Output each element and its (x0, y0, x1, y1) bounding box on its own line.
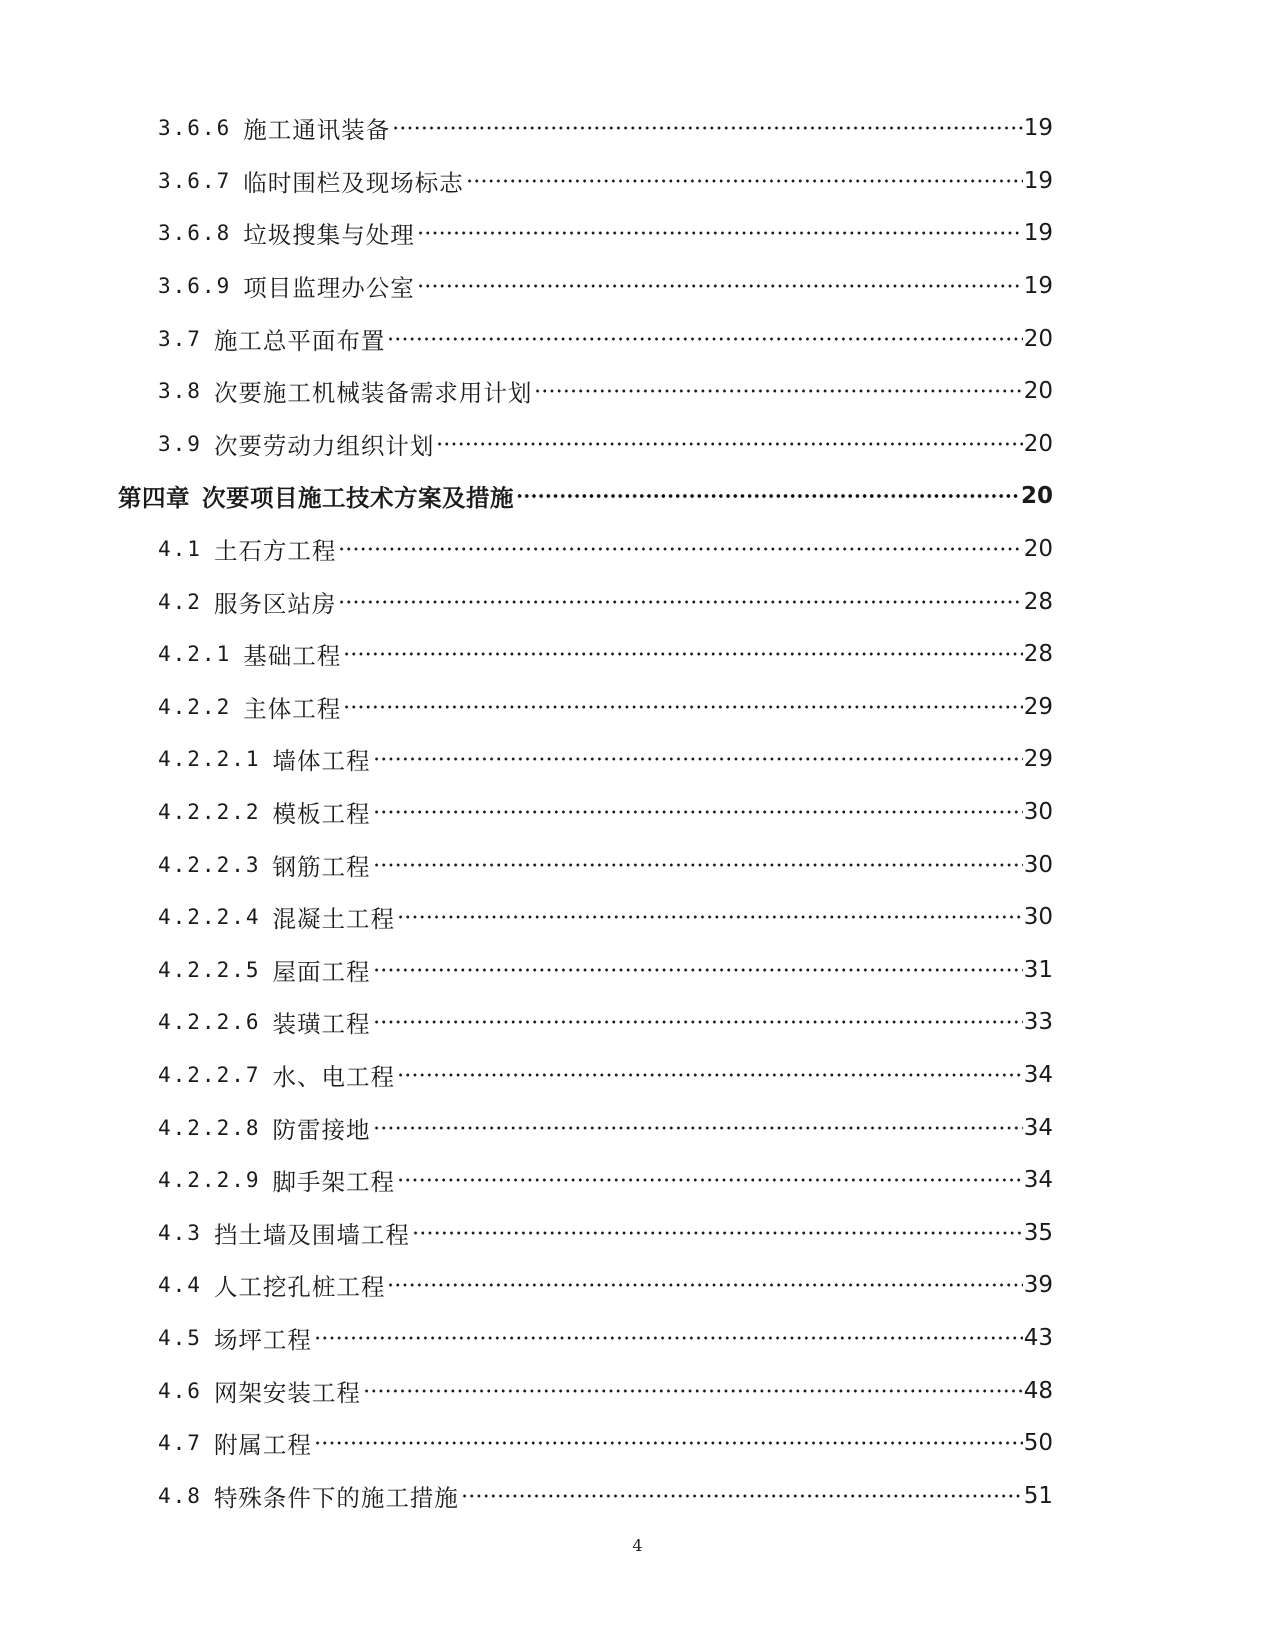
toc-dot-leader (373, 853, 1023, 877)
toc-entry-number: 4.2.2.7 (158, 1062, 261, 1087)
toc-entry-page: 30 (1023, 851, 1053, 878)
toc-dot-leader (417, 274, 1023, 298)
toc-entry-number: 4.5 (158, 1325, 202, 1350)
toc-entry-page: 28 (1023, 641, 1053, 668)
toc-entry-title: 服务区站房 (213, 589, 337, 618)
toc-entry-number: 4.2.1 (158, 642, 232, 667)
toc-entry-title: 次要劳动力组织计划 (213, 431, 435, 460)
toc-section-entry[interactable] (0, 312, 1275, 365)
toc-entry-title: 次要项目施工技术方案及措施 (202, 484, 514, 513)
toc-dot-leader (338, 590, 1022, 614)
toc-entry-number: 3.6.6 (158, 116, 232, 141)
toc-entry-title: 主体工程 (243, 694, 342, 723)
toc-entry-number: 4.2.2.9 (158, 1168, 261, 1193)
toc-chapter-entry[interactable] (0, 470, 1275, 523)
toc-entry-page: 31 (1023, 956, 1053, 983)
toc-section-entry[interactable] (0, 838, 1275, 891)
toc-dot-leader (387, 327, 1022, 351)
toc-dot-leader (436, 432, 1022, 456)
toc-entry-number: 3.6.9 (158, 274, 232, 299)
toc-entry-number: 3.8 (158, 379, 202, 404)
toc-dot-leader (343, 642, 1023, 666)
toc-entry-title: 施工通讯装备 (243, 116, 391, 145)
toc-section-entry[interactable] (0, 418, 1275, 471)
toc-dot-leader (373, 1010, 1023, 1034)
toc-entry-page: 51 (1023, 1482, 1053, 1509)
toc-section-entry[interactable] (0, 733, 1275, 786)
toc-entry-number: 3.6.8 (158, 221, 232, 246)
toc-section-entry[interactable] (0, 1154, 1275, 1207)
toc-dot-leader (363, 1379, 1023, 1403)
toc-entry-title: 混凝土工程 (272, 905, 396, 934)
toc-entry-number: 4.2.2.4 (158, 905, 261, 930)
toc-dot-leader (534, 379, 1022, 403)
toc-entry-page: 34 (1023, 1114, 1053, 1141)
toc-dot-leader (397, 1168, 1023, 1192)
toc-entry-number: 4.2.2.1 (158, 747, 261, 772)
toc-entry-page: 30 (1023, 799, 1053, 826)
toc-entry-title: 模板工程 (272, 800, 371, 829)
toc-entry-number: 4.2.2.6 (158, 1010, 261, 1035)
toc-entry-page: 29 (1023, 746, 1053, 773)
toc-entry-title: 附属工程 (213, 1431, 312, 1460)
toc-entry-number: 4.2.2 (158, 694, 232, 719)
toc-entry-page: 19 (1023, 115, 1053, 142)
toc-entry-page: 48 (1023, 1377, 1053, 1404)
toc-section-entry[interactable] (0, 996, 1275, 1049)
toc-entry-title: 特殊条件下的施工措施 (213, 1483, 459, 1512)
toc-entry-number: 3.9 (158, 431, 202, 456)
toc-dot-leader (343, 695, 1023, 719)
toc-entry-number: 4.2.2.3 (158, 852, 261, 877)
toc-entry-title: 水、电工程 (272, 1062, 396, 1091)
toc-entry-page: 20 (1023, 430, 1053, 457)
toc-section-entry[interactable] (0, 1312, 1275, 1365)
toc-entry-number: 4.6 (158, 1378, 202, 1403)
toc-entry-title: 防雷接地 (272, 1115, 371, 1144)
toc-dot-leader (397, 905, 1023, 929)
toc-entry-page: 20 (1023, 536, 1053, 563)
toc-entry-title: 项目监理办公室 (243, 274, 415, 303)
toc-entry-title: 钢筋工程 (272, 852, 371, 881)
toc-entry-page: 33 (1023, 1009, 1053, 1036)
table-of-contents (0, 102, 1275, 1522)
toc-section-entry[interactable] (0, 1469, 1275, 1522)
toc-entry-page: 34 (1023, 1061, 1053, 1088)
toc-section-entry[interactable] (0, 786, 1275, 839)
toc-entry-number: 3.6.7 (158, 168, 232, 193)
toc-dot-leader (314, 1326, 1023, 1350)
toc-section-entry[interactable] (0, 891, 1275, 944)
toc-section-entry[interactable] (0, 1364, 1275, 1417)
toc-entry-number: 4.2 (158, 589, 202, 614)
toc-dot-leader (397, 1063, 1023, 1087)
toc-dot-leader (466, 169, 1023, 193)
toc-entry-title: 次要施工机械装备需求用计划 (213, 379, 533, 408)
toc-dot-leader (338, 537, 1022, 561)
toc-entry-number: 4.2.2.2 (158, 800, 261, 825)
page-number: 4 (632, 1536, 643, 1555)
toc-section-entry[interactable] (0, 365, 1275, 418)
toc-dot-leader (392, 116, 1023, 140)
toc-dot-leader (373, 958, 1023, 982)
toc-section-entry[interactable] (0, 1049, 1275, 1102)
toc-entry-number: 4.7 (158, 1431, 202, 1456)
toc-section-entry[interactable] (0, 1417, 1275, 1470)
toc-entry-title: 场坪工程 (213, 1325, 312, 1354)
toc-dot-leader (516, 484, 1020, 508)
toc-entry-page: 50 (1023, 1430, 1053, 1457)
toc-entry-number: 3.7 (158, 326, 202, 351)
toc-entry-title: 挡土墙及围墙工程 (213, 1220, 410, 1249)
toc-section-entry[interactable] (0, 155, 1275, 208)
toc-section-entry[interactable] (0, 944, 1275, 997)
toc-dot-leader (373, 1116, 1023, 1140)
toc-section-entry[interactable] (0, 260, 1275, 313)
toc-entry-number: 4.8 (158, 1483, 202, 1508)
toc-dot-leader (373, 800, 1023, 824)
toc-section-entry[interactable] (0, 575, 1275, 628)
toc-entry-page: 19 (1023, 167, 1053, 194)
toc-entry-page: 43 (1023, 1324, 1053, 1351)
toc-entry-page: 39 (1023, 1272, 1053, 1299)
toc-entry-number: 4.2.2.5 (158, 957, 261, 982)
toc-entry-page: 28 (1023, 588, 1053, 615)
toc-section-entry[interactable] (0, 207, 1275, 260)
toc-entry-title: 临时围栏及现场标志 (243, 168, 464, 197)
toc-entry-number: 第四章 (118, 484, 190, 513)
toc-entry-title: 墙体工程 (272, 747, 371, 776)
toc-entry-title: 垃圾搜集与处理 (243, 221, 415, 250)
toc-dot-leader (412, 1221, 1023, 1245)
toc-entry-page: 20 (1023, 325, 1053, 352)
toc-entry-title: 屋面工程 (272, 957, 371, 986)
toc-section-entry[interactable] (0, 1206, 1275, 1259)
toc-entry-number: 4.2.2.8 (158, 1115, 261, 1140)
toc-entry-page: 19 (1023, 220, 1053, 247)
toc-section-entry[interactable] (0, 1101, 1275, 1154)
toc-entry-page: 35 (1023, 1219, 1053, 1246)
toc-entry-number: 4.3 (158, 1220, 202, 1245)
toc-entry-number: 4.1 (158, 537, 202, 562)
toc-entry-title: 装璜工程 (272, 1010, 371, 1039)
toc-entry-title: 基础工程 (243, 642, 342, 671)
toc-entry-title: 施工总平面布置 (213, 326, 386, 355)
toc-dot-leader (461, 1484, 1023, 1508)
toc-entry-title: 脚手架工程 (272, 1168, 396, 1197)
toc-entry-page: 29 (1023, 693, 1053, 720)
toc-dot-leader (373, 747, 1023, 771)
toc-entry-page: 34 (1023, 1167, 1053, 1194)
toc-dot-leader (314, 1431, 1023, 1455)
toc-entry-page: 20 (1020, 483, 1053, 510)
toc-section-entry[interactable] (0, 628, 1275, 681)
toc-entry-page: 19 (1023, 273, 1053, 300)
toc-entry-page: 20 (1023, 378, 1053, 405)
toc-section-entry[interactable] (0, 681, 1275, 734)
toc-dot-leader (387, 1273, 1022, 1297)
toc-entry-title: 人工挖孔桩工程 (213, 1273, 386, 1302)
toc-entry-title: 土石方工程 (213, 537, 337, 566)
toc-entry-page: 30 (1023, 904, 1053, 931)
toc-section-entry[interactable] (0, 102, 1275, 155)
toc-entry-number: 4.4 (158, 1273, 202, 1298)
toc-section-entry[interactable] (0, 1259, 1275, 1312)
toc-section-entry[interactable] (0, 523, 1275, 576)
toc-dot-leader (417, 221, 1023, 245)
toc-entry-title: 网架安装工程 (213, 1378, 361, 1407)
